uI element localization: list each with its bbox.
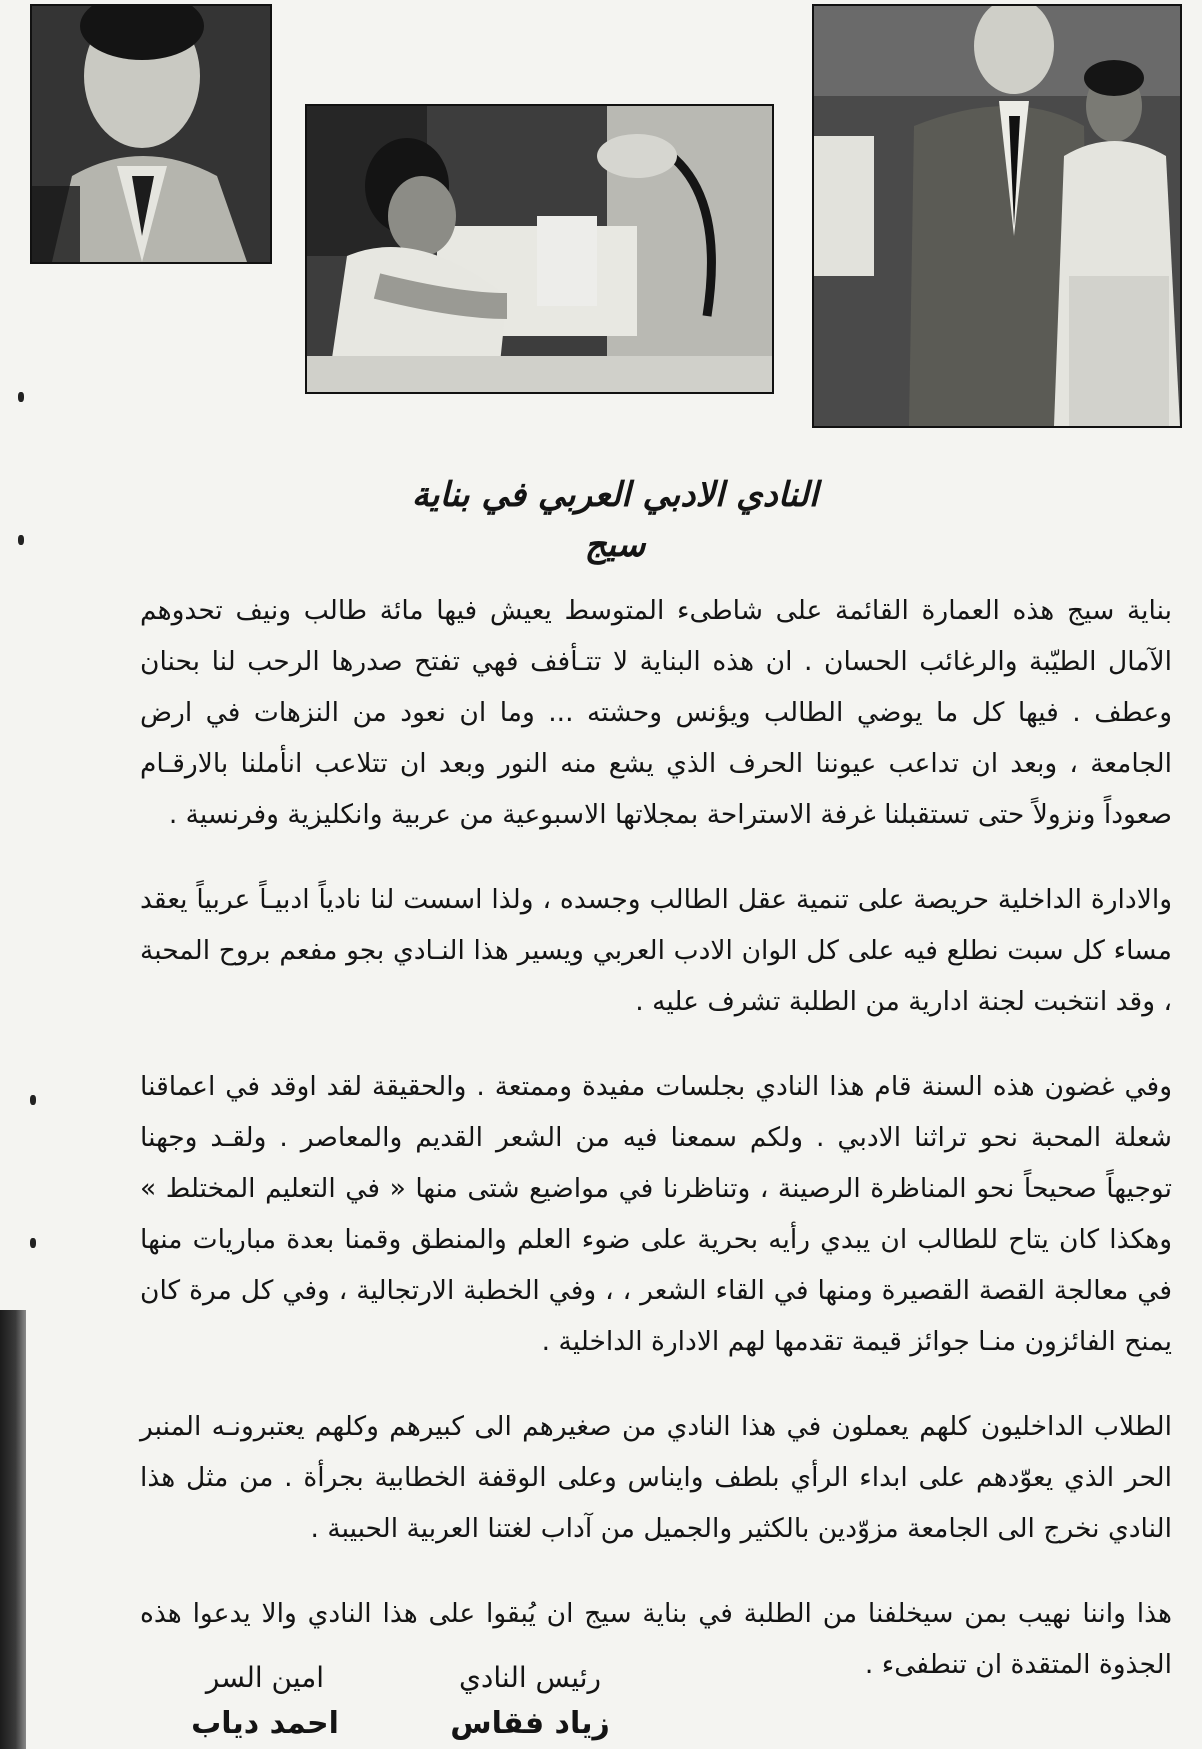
student-desk-photo bbox=[305, 104, 774, 394]
scan-speck bbox=[30, 1238, 36, 1248]
portrait-photo bbox=[30, 4, 272, 264]
paragraph: والادارة الداخلية حريصة على تنمية عقل الطالب وجسده ، ولذا اسست لنا نادياً ادبيـاً عربياً يعقد مساء كل سبت نطلع فيه على كل الوان الادب العربي ويسير هذا النـادي بجو مفعم بروح المحبة ، وقد انتخبت لجنة ادارية من الطلبة تشرف عليه . bbox=[140, 884, 1172, 1017]
secretary-signature bbox=[185, 1655, 345, 1747]
secretary-name: احمد دياب bbox=[191, 1706, 339, 1741]
paragraph: وفي غضون هذه السنة قام هذا النادي بجلسات مفيدة وممتعة . والحقيقة لقد اوقد في اعماقنا شعلة المحبة نحو تراثنا الادبي . ولكم سمعنا فيه من الشعر القديم والمعاصر . ولقـد وجهنا توجيهاً صحيحاً نحو المناظرة الرصينة ، وتناظرنا في مواضيع شتى منها « في التعليم المختلط » وهكذا كان يتاح للطالب ان يبدي رأيه بحرية على ضوء العلم والمنطق وقمنا بعدة مباريات منها في معالجة القصة القصيرة ومنها في القاء الشعر ، ، وفي الخطبة الارتجالية ، وفي كل مرة كان يمنح الفائزون منـا جوائز قيمة تقدمها لهم الادارة الداخلية . bbox=[140, 1071, 1172, 1357]
scan-speck bbox=[30, 1095, 36, 1105]
president-signature bbox=[430, 1655, 630, 1747]
scan-speck bbox=[18, 392, 24, 402]
scan-margin-strip bbox=[0, 1310, 26, 1749]
article-title: النادي الادبي العربي في بناية سيج bbox=[411, 475, 819, 565]
president-name: زياد فقاس bbox=[450, 1706, 610, 1741]
scan-speck bbox=[18, 535, 24, 545]
article-body bbox=[140, 585, 1172, 1724]
two-men-photo bbox=[812, 4, 1182, 428]
paragraph: هذا واننا نهيب بمن سيخلفنا من الطلبة في بناية سيج ان يُبقوا على هذا النادي والا يدعوا هذه الجذوة المتقدة ان تنطفىء . bbox=[140, 1598, 1172, 1680]
president-role: رئيس النادي bbox=[458, 1661, 602, 1694]
paragraph: بناية سيج هذه العمارة القائمة على شاطىء المتوسط يعيش فيها مائة طالب ونيف تحدوهم الآمال الطيّبة والرغائب الحسان . ان هذه البناية لا تتـأفف فهي تفتح صدرها الرحب لنا بحنان وعطف . فيها كل ما يوضي الطالب ويؤنس وحشته ... وما ان نعود من النزهات في ارض الجامعة ، وبعد ان تداعب عيوننا الحرف الذي يشع منه النور وبعد ان تتلاعب انأملنا بالارقـام صعوداً ونزولاً حتى تستقبلنا غرفة الاستراحة بمجلاتها الاسبوعية من عربية وانكليزية وفرنسية . bbox=[140, 595, 1172, 830]
secretary-role: امين السر bbox=[205, 1661, 325, 1694]
paragraph: الطلاب الداخليون كلهم يعملون في هذا النادي من صغيرهم الى كبيرهم وكلهم يعتبرونـه المنبر الحر الذي يعوّدهم على ابداء الرأي بلطف وايناس وعلى الوقفة الخطابية بجرأة . من مثل هذا النادي نخرج الى الجامعة مزوّدين بالكثير والجميل من آداب لغتنا العربية الحبيبة . bbox=[140, 1411, 1172, 1544]
